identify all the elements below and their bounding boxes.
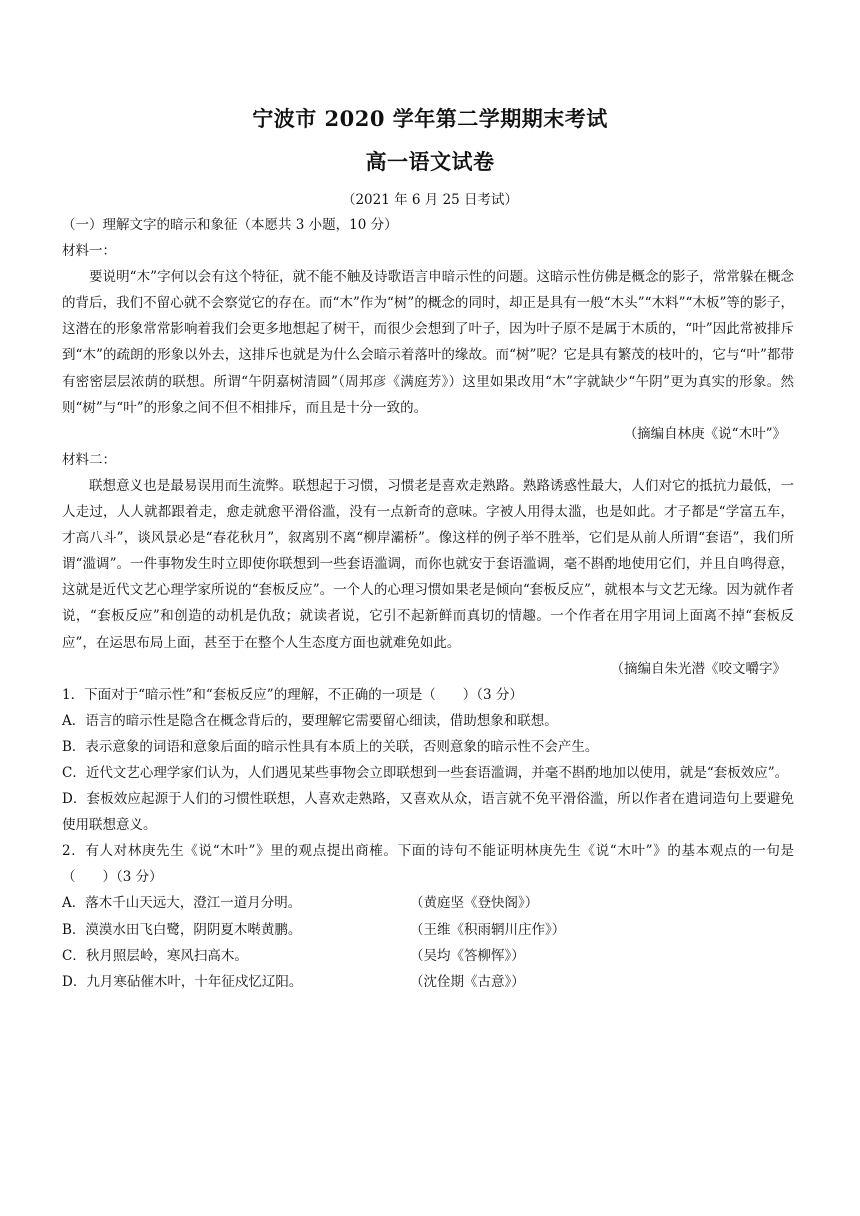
question-1-option-b: B．表示意象的词语和意象后面的暗示性具有本质上的关联，否则意象的暗示性不会产生。	[62, 738, 599, 755]
question-1-option-d: D．套板效应起源于人们的习惯性联想，人喜欢走熟路，又喜欢从众，语言就不免平滑俗滥，所以作者在遣词造句上要避免使用联想意义。	[62, 791, 794, 834]
exam-title: 宁波市 2020 学年第二学期期末考试	[252, 106, 608, 131]
material1-source: （摘编自林庚《说“木叶”》	[623, 425, 786, 442]
question-1-option-c: C．近代文艺心理学家们认为，人们遇见某些事物会立即联想到一些套语滥调，并毫不斟酌地加以使用，就是“套板效应”。	[62, 764, 789, 781]
material1-label: 材料一：	[62, 243, 116, 260]
option-source: （吴均《答柳恽》）	[410, 947, 525, 964]
question-2-option-b	[62, 917, 794, 943]
question-1-option-a: A．语言的暗示性是隐含在概念背后的，要理解它需要留心细读，借助想象和联想。	[62, 712, 558, 729]
question-2	[62, 838, 794, 995]
option-source: （王维《积雨辋川庄作》）	[410, 921, 566, 938]
option-source: （黄庭坚《登快阁》）	[410, 895, 539, 912]
material1-text: 要说明“木”字何以会有这个特征，就不能不触及诗歌语言申暗示性的问题。这暗示性仿佛是概念的影子，常常躲在概念的背后，我们不留心就不会察觉它的存在。而“木”作为“树”的概念的同时，却正是具有一般“木头”“木料”“木板”等的影子，这潜在的形象常常影响着我们会更多地想起了树干，而很少会想到了叶子，因为叶子原不是属于木质的，“叶”因此常被排斥到“木”的疏朗的形象以外去，这排斥也就是为什么会暗示着落叶的缘故。而“树”呢？它是具有繁茂的枝叶的，它与“叶”都带有密密层层浓荫的联想。所谓“午阴嘉树清圆”（周邦彦《满庭芳》）这里如果改用“木”字就缺少“午阴”更为真实的形象。然则“树”与“叶”的形象之间不但不相排斥，而且是十分一致的。	[62, 269, 794, 416]
material2-source: （摘编自朱光潜《咬文嚼字》	[610, 660, 786, 677]
question-2-option-c	[62, 943, 794, 969]
exam-date: （2021 年 6 月 25 日考试）	[341, 192, 519, 208]
question-1	[62, 682, 794, 839]
material2-label: 材料二：	[62, 451, 116, 468]
option-line: C．秋月照层岭，寒风扫高木。	[62, 947, 248, 964]
question-2-stem: 2．有人对林庚先生《说“木叶”》里的观点提出商榷。下面的诗句不能证明林庚先生《说“木叶”》的基本观点的一句是（ ）（3 分）	[62, 843, 794, 886]
material2-text: 联想意义也是最易误用而生流弊。联想起于习惯，习惯老是喜欢走熟路。熟路诱惑性最大，人们对它的抵抗力最低，一人走过，人人就都跟着走，愈走就愈平滑俗滥，没有一点新奇的意味。字被人用得太滥，也是如此。才子都是“学富五车，才高八斗”，谈风景必是“春花秋月”，叙离别不离“柳岸灞桥”。像这样的例子举不胜举，它们是从前人所谓“套语”，我们所谓“滥调”。一件事物发生时立即使你联想到一些套语滥调，而你也就安于套语滥调，毫不斟酌地使用它们，并且自鸣得意，这就是近代文艺心理学家所说的“套板反应”。一个人的心理习惯如果老是倾向“套板反应”，就根本与文艺无缘。因为就作者说，“套板反应”和创造的动机是仇敌；就读者说，它引不起新鲜而真切的情趣。一个作者在用字用词上面离不掉“套板反应”，在运思布局上面，甚至于在整个人生态度方面也就难免如此。	[62, 477, 794, 651]
option-line: B．漠漠水田飞白鹭，阴阴夏木啭黄鹏。	[62, 921, 302, 938]
option-line: A．落木千山天远大，澄江一道月分明。	[62, 895, 302, 912]
option-line: D．九月寒砧催木叶，十年征戍忆辽阳。	[62, 973, 303, 990]
question-2-option-a	[62, 890, 794, 916]
section-heading: （一）理解文字的暗示和象征（本愿共 3 小题，10 分）	[62, 217, 398, 233]
question-1-stem: 1．下面对于“暗示性”和“套板反应”的理解，不正确的一项是（ ）（3 分）	[62, 686, 523, 703]
question-2-option-d	[62, 969, 794, 995]
option-source: （沈佺期《古意》）	[410, 973, 525, 990]
exam-subtitle: 高一语文试卷	[365, 149, 495, 174]
section-body	[62, 212, 794, 995]
